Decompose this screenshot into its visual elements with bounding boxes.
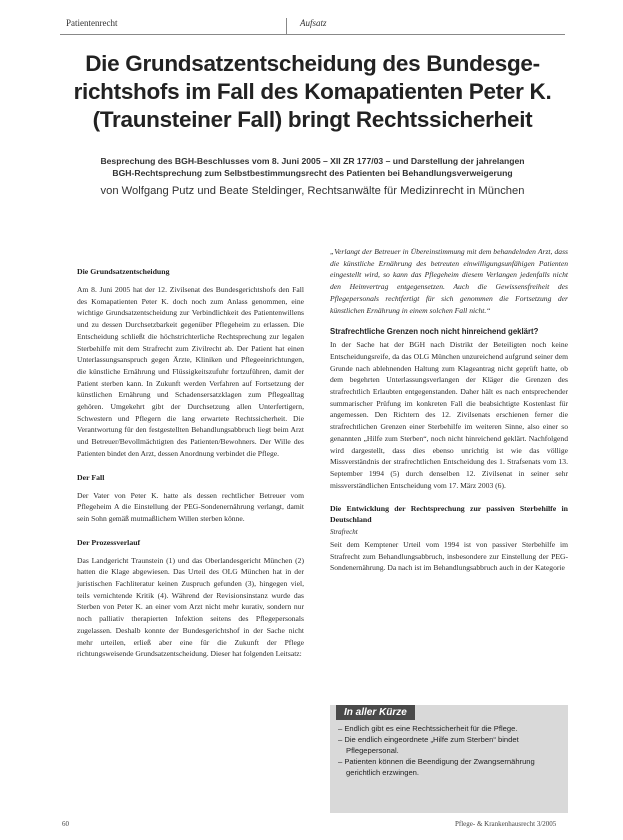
subtitle-line-2: BGH-Rechtsprechung zum Selbstbestimmungsrecht des Patienten bei Behandlungsverweigerung — [112, 168, 513, 178]
paragraph-grundsatz: Am 8. Juni 2005 hat der 12. Zivilsenat des Bundesgerichtshofs den Fall des Komapatienten Peter K. doch noch zum Anlass genommen, eine wichtige Grundsatzentscheidung zur Verbindlichkeit des Patientenwillens und zu dessen Durchsetzbarkeit gegenüber Pflegeheim zu erlassen. Die Entscheidung schließt die höchstrichterliche Rechtsprechung zur legalen Sterbehilfe mit dem Strafrecht zum Zivilrecht ab. Der Patient hat einen Unterlassungsanspruch gegen Ärzte, Kliniken und Pflegeeinrichtungen, die künstliche Ernährung und Flüssigkeitszufuhr fortzuführen, damit der Patient sterben kann. In Zukunft werden Verfahren auf Fortsetzung der künstlichen Ernährung und Schadensersatzklagen zum Pflegealltag gehören. Umgekehrt gibt der Durchsetzung allen Unterfertigern, Schwestern und Pflegern die lang erwartete Rechtssicherheit. Die Verantwortung für den festgestellten Behandlungsabbruch liegt beim Arzt und Betreuer/Bevollmächtigten des Patienten/Bewohners. Der Wille des Patienten bindet den Arzt, dessen Anordnung verbindet die Pflege. — [77, 285, 304, 458]
paragraph-strafrecht-grenzen: In der Sache hat der BGH nach Distrikt der Beteiligten noch keine Entscheidungsreife, da das OLG München unzureichend aufgrund seiner dem Grunde nach ablehnenden Haltung zum Klageantrag nicht geprüft hatte, ob dem begehrten Unterlassungsverlangen der Kläger die Grenzen des strafrechtlich Erlaubten entgegenstanden. Daher hält es nach entsprechender summarischer Prüfung im konkreten Fall die beabsichtigte Kostenlast für angemessen. Den Richtern des 12. Zivilsenats erschienen ferner die strafrechtlichen Grenzen einer Sterbehilfe im weiteren Sinne, also einer so genannten „Hilfe zum Sterben“, noch nicht hinreichend geklärt. Nachfolgend wird dargestellt, dass dies ebenso unrichtig ist wie das völlige Missverständnis der strafrechtlichen Entscheidung des 1. Strafsenats vom 13. September 1994 (5) durch denselben 12. Zivilsenat in seiner sehr missverständlichen Entscheidung vom 17. März 2003 (6). — [330, 340, 568, 490]
section-heading-entwicklung: Die Entwicklung der Rechtsprechung zur passiven Sterbehilfe in Deutschland — [330, 504, 568, 525]
section-heading-fall: Der Fall — [77, 472, 105, 482]
header-divider — [286, 18, 287, 34]
paragraph-fall: Der Vater von Peter K. hatte als dessen rechtlicher Betreuer vom Pflegeheim A die Einstellung der PEG-Sondenernährung verlangt, damit sein Sohn gemäß mutmaßlichem Willen sterben könne. — [77, 490, 304, 523]
summary-item: – Patienten können die Beendigung der Zwangsernährung gerichtlich erzwingen. — [338, 756, 562, 778]
summary-item: – Die endlich eingeordnete „Hilfe zum Sterben“ bindet Pflegepersonal. — [338, 734, 562, 756]
section-heading-prozess: Der Prozessverlauf — [77, 537, 141, 547]
header-kind: Aufsatz — [300, 18, 327, 28]
paragraph-entwicklung: Seit dem Kemptener Urteil vom 1994 ist von passiver Sterbehilfe im Strafrecht zum Behandlungsabbruch, insbesondere zur Einstellung der PEG-Sondenernährung. Da nach ist im Behandlungsabbruch auch in der Kategorie — [330, 540, 568, 573]
authors-line: von Wolfgang Putz und Beate Steldinger, Rechtsanwälte für Medizinrecht in München — [100, 185, 525, 197]
article-subtitle — [60, 155, 565, 179]
title-line-3: (Traunsteiner Fall) bringt Rechtssicherheit — [92, 107, 533, 132]
title-line-2: richtshofs im Fall des Komapatienten Peter K. — [73, 79, 552, 104]
subtitle-line-1: Besprechung des BGH-Beschlusses vom 8. Juni 2005 – XII ZR 177/03 – und Darstellung der jahrelangen — [100, 156, 525, 166]
summary-item: – Endlich gibt es eine Rechtssicherheit für die Pflege. — [338, 723, 562, 734]
section-heading-grundsatz: Die Grundsatzentscheidung — [77, 267, 170, 276]
summary-box — [330, 705, 568, 813]
page-number: 60 — [62, 820, 69, 828]
title-line-1: Die Grundsatzentscheidung des Bundesge- — [85, 51, 540, 76]
summary-list — [338, 723, 562, 778]
summary-box-title: In aller Kürze — [336, 705, 415, 720]
running-header — [60, 18, 565, 35]
leitsatz-quote: „Verlangt der Betreuer in Übereinstimmung mit dem behandelnden Arzt, dass die künstliche Ernährung des betreuten einwilligungsunfähigen Patienten eingestellt wird, so kann das Pflegeheim diesem Verlangen jedenfalls nicht den Heimvertrag entgegensetzen. Auch die Gewissensfreiheit des Pflegepersonals rechtfertigt für sich genommen die Fortsetzung der künstlichen Ernährung in einem solchen Fall nicht.“ — [330, 247, 568, 315]
right-column — [330, 246, 568, 574]
header-section: Patientenrecht — [66, 18, 118, 28]
section-heading-strafrecht-grenzen: Strafrechtliche Grenzen noch nicht hinreichend geklärt? — [330, 327, 539, 337]
article-title — [60, 50, 565, 134]
paragraph-prozess: Das Landgericht Traunstein (1) und das Oberlandesgericht München (2) hatten die Klage abgewiesen. Das Urteil des OLG München hat in der juristischen Fachliteratur keinen Zuspruch gefunden (3), hingegen viel, teils vernichtende Kritik (4). Während der Revisionsinstanz wurde das Sterben von Peter K. an einer vom Arzt nicht mehr kurativ, sondern nur noch palliativ therapierten Infektion seitens des Pflegepersonals zugelassen. Deshalb konnte der Bundesgerichtshof in der Sache nicht mehr urteilen, erließ aber eine für die Zukunft der Pflege richtungsweisende Grundsatzentscheidung. Dieser hat folgenden Leitsatz: — [77, 555, 304, 659]
left-column — [77, 266, 304, 660]
subheading-strafrecht: Strafrecht — [330, 528, 358, 537]
journal-footer: Pflege- & Krankenhausrecht 3/2005 — [455, 820, 557, 828]
